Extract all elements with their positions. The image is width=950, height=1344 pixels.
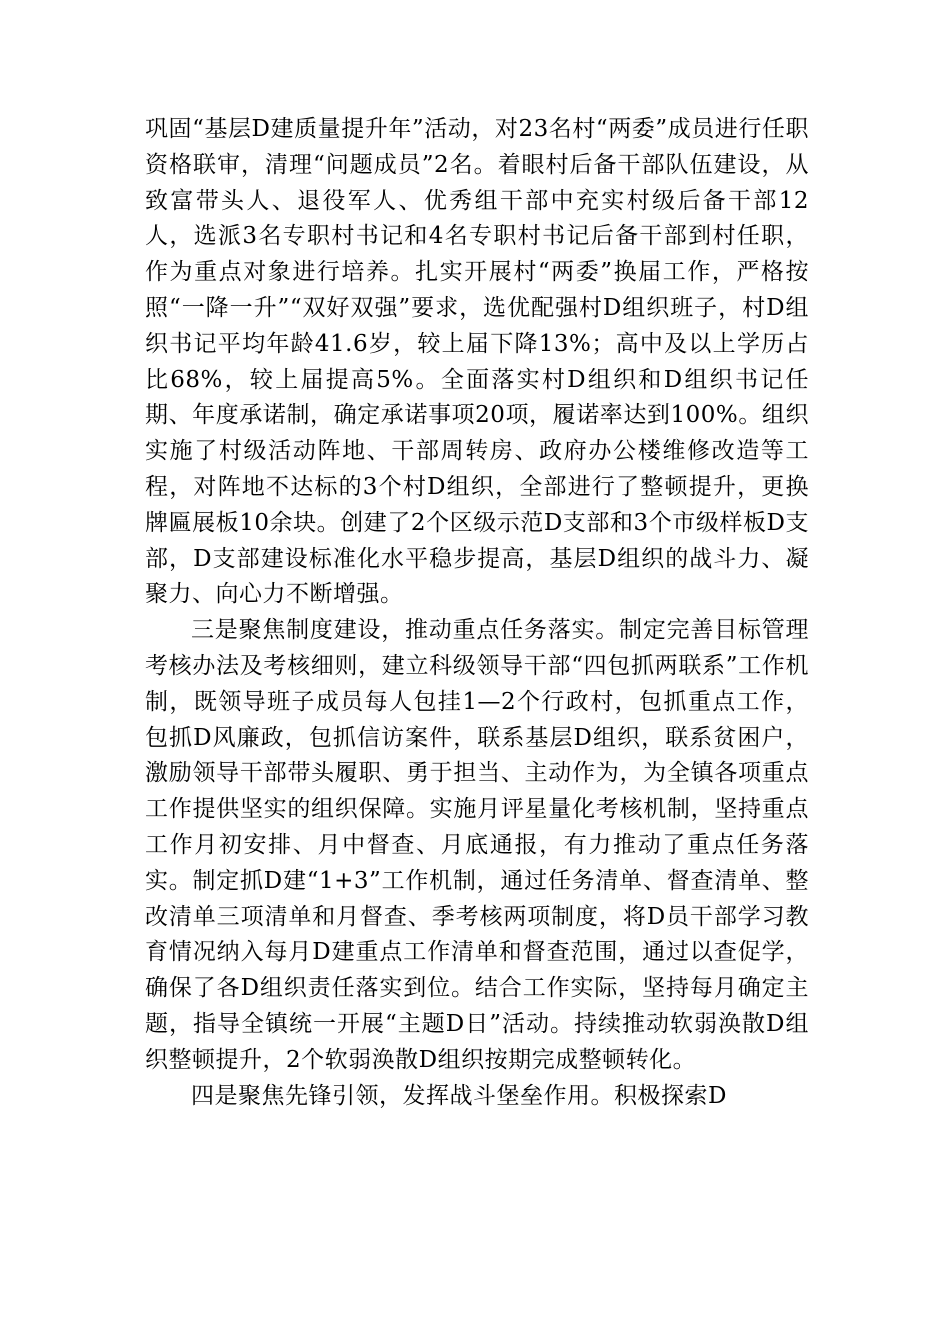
paragraph-continuation: 巩固“基层D建质量提升年”活动，对23名村“两委”成员进行任职资格联审，清理“问题成员”2名。着眼村后备干部队伍建设，从致富带头人、退役军人、优秀组干部中充实村级后备干部12人，选派3名专职村书记和4名专职村书记后备干部到村任职，作为重点对象进行培养。扎实开展村“两委”换届工作，严格按照“一降一升”“双好双强”要求，选优配强村D组织班子，村D组织书记平均年龄41.6岁，较上届下降13%；高中及以上学历占比68%，较上届提高5%。全面落实村D组织和D组织书记任期、年度承诺制，确定承诺事项20项，履诺率达到100%。组织实施了村级活动阵地、干部周转房、政府办公楼维修改造等工程，对阵地不达标的3个村D组织，全部进行了整顿提升，更换牌匾展板10余块。创建了2个区级示范D支部和3个市级样板D支部，D支部建设标准化水平稳步提高，基层D组织的战斗力、凝聚力、向心力不断增强。 — [145, 116, 809, 608]
paragraph-section-three: 三是聚焦制度建设，推动重点任务落实。制定完善目标管理考核办法及考核细则，建立科级领导干部“四包抓两联系”工作机制，既领导班子成员每人包挂1—2个行政村，包抓重点工作，包抓D风廉政，包抓信访案件，联系基层D组织，联系贫困户，激励领导干部带头履职、勇于担当、主动作为，为全镇各项重点工作提供坚实的组织保障。实施月评星量化考核机制，坚持重点工作月初安排、月中督查、月底通报，有力推动了重点任务落实。制定抓D建“1+3”工作机制，通过任务清单、督查清单、整改清单三项清单和月督查、季考核两项制度，将D员干部学习教育情况纳入每月D建重点工作清单和督查范围，通过以查促学，确保了各D组织责任落实到位。结合工作实际，坚持每月确定主题，指导全镇统一开展“主题D日”活动。持续推动软弱涣散D组织整顿提升，2个软弱涣散D组织按期完成整顿转化。 — [145, 617, 809, 1073]
document-body — [145, 112, 809, 1114]
paragraph-section-four: 四是聚焦先锋引领，发挥战斗堡垒作用。积极探索D — [191, 1082, 727, 1109]
